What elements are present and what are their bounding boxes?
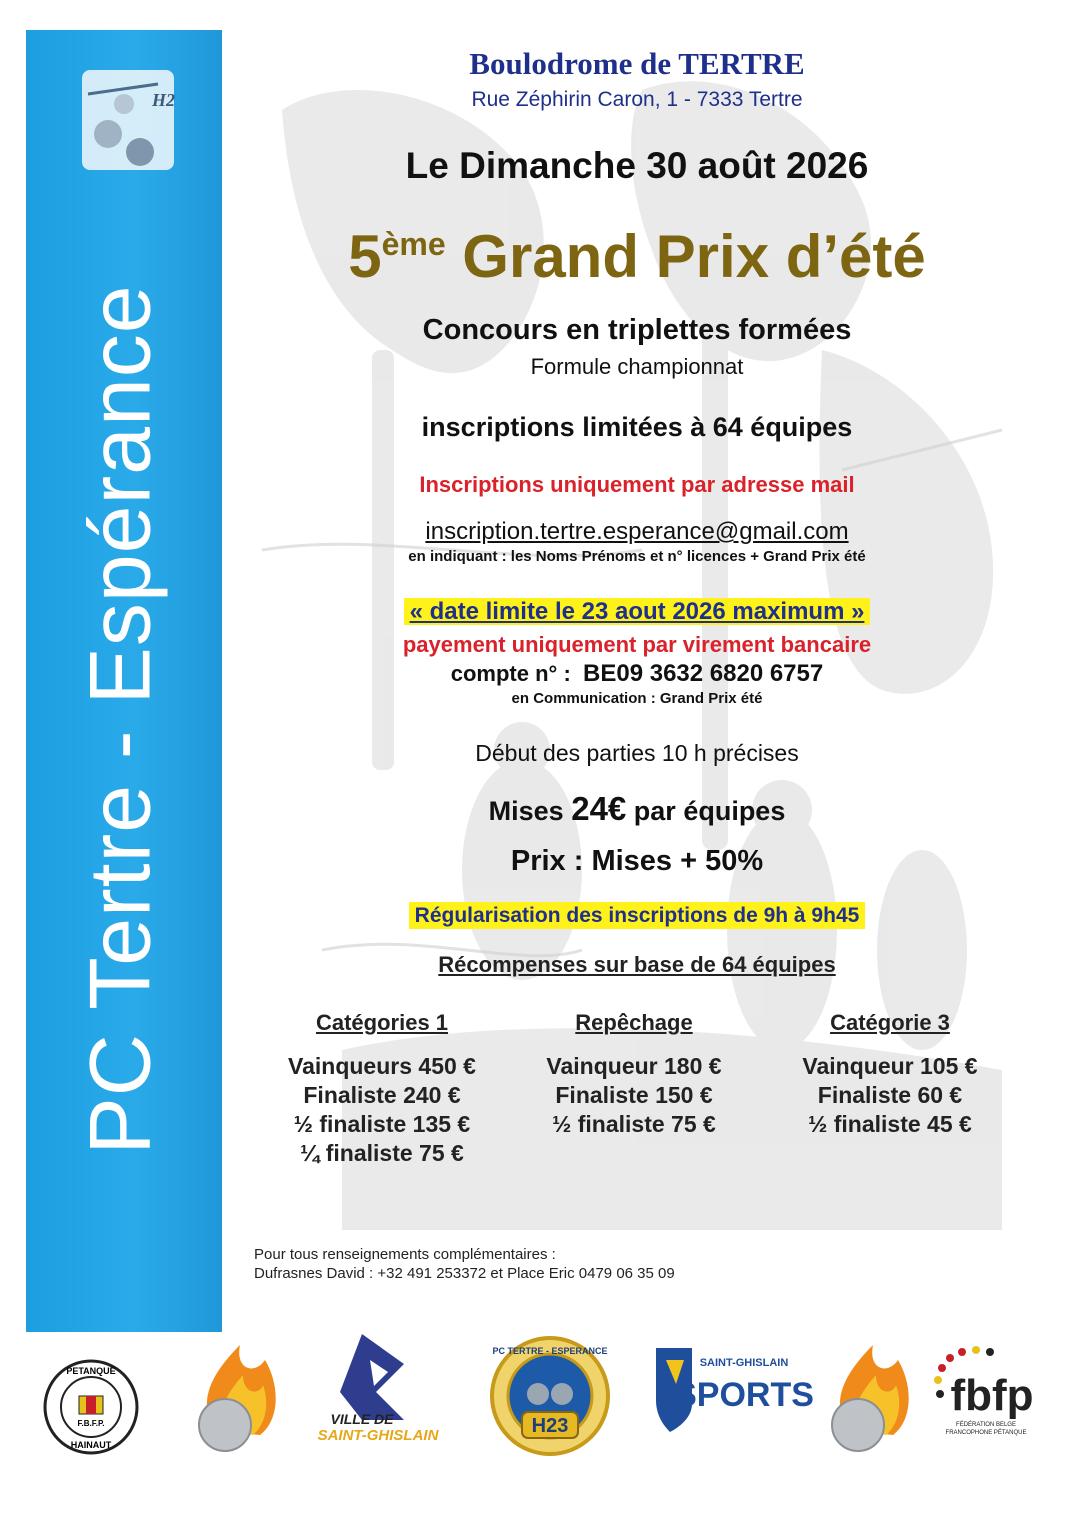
account-label: compte n° : xyxy=(450,661,571,686)
prize-line: ½ finaliste 45 € xyxy=(808,1111,972,1137)
start-time: Début des parties 10 h précises xyxy=(475,740,799,766)
club-ring-text: PC TERTRE - ESPERANCE xyxy=(492,1346,608,1356)
event-title xyxy=(222,222,1052,291)
seal-mid-text: F.B.F.P. xyxy=(77,1419,105,1428)
prize-line: Vainqueurs 450 € xyxy=(288,1053,476,1079)
venue-address: Rue Zéphirin Caron, 1 - 7333 Tertre xyxy=(471,88,803,111)
rewards-basis: Récompenses sur base de 64 équipes xyxy=(438,952,836,977)
ville-line2: SAINT-GHISLAIN xyxy=(317,1427,439,1444)
prize-column-categorie1 xyxy=(252,1010,512,1168)
prize-line: Finaliste 60 € xyxy=(817,1082,963,1108)
prize-line: Finaliste 150 € xyxy=(555,1082,713,1108)
club-badge-text: H23 xyxy=(531,1415,569,1437)
club-name: PC Tertre - Espérance xyxy=(72,284,169,1155)
fbfp-acronym: fbfp xyxy=(950,1371,1034,1420)
bank-account xyxy=(222,660,1052,688)
fbfp-logo xyxy=(928,1340,1052,1440)
stake-suffix: par équipes xyxy=(633,796,786,826)
ville-saint-ghislain-logo xyxy=(312,1332,452,1444)
flaming-ball-icon xyxy=(818,1340,918,1460)
prize-line: ½ finaliste 75 € xyxy=(552,1111,716,1137)
ville-line1: VILLE DE xyxy=(330,1411,394,1427)
stake-amount: 24€ xyxy=(571,790,627,827)
email-instructions: en indiquant : les Noms Prénoms et n° licences + Grand Prix été xyxy=(408,548,866,565)
prize-formula: Prix : Mises + 50% xyxy=(510,845,764,877)
hainaut-petanque-logo xyxy=(42,1358,140,1456)
fbfp-line1: FÉDÉRATION BELGE xyxy=(956,1422,1016,1428)
account-number: BE09 3632 6820 6757 xyxy=(583,660,824,687)
prize-column-title: Catégorie 3 xyxy=(830,1010,950,1035)
competition-formula: Formule championnat xyxy=(530,354,744,379)
sports-line1: SAINT-GHISLAIN xyxy=(699,1357,789,1369)
prize-line: Vainqueur 105 € xyxy=(802,1053,978,1079)
edition-suffix: ème xyxy=(381,226,446,262)
flyer-content xyxy=(222,0,1052,1320)
edition-number: 5 xyxy=(348,223,382,290)
competition-format: Concours en triplettes formées xyxy=(422,314,852,346)
fbfp-line2: FRANCOPHONE PÉTANQUE xyxy=(945,1430,1027,1436)
regularisation-text: Régularisation des inscriptions de 9h à 9h45 xyxy=(409,902,866,929)
event-title-text: Grand Prix d’été xyxy=(462,223,926,290)
deadline-text: « date limite le 23 aout 2026 maximum » xyxy=(404,598,871,625)
deadline xyxy=(222,598,1052,626)
contact-line: Dufrasnes David : +32 491 253372 et Place Eric 0479 06 35 09 xyxy=(254,1265,675,1282)
registration-email-link[interactable]: inscription.tertre.esperance@gmail.com xyxy=(425,518,849,545)
sponsor-logos xyxy=(0,1330,1080,1517)
prize-line: ½ finaliste 135 € xyxy=(293,1111,471,1137)
event-date: Le Dimanche 30 août 2026 xyxy=(405,145,869,186)
contact-info xyxy=(254,1245,675,1283)
prize-column-repechage xyxy=(504,1010,764,1139)
club-badge-logo xyxy=(488,1334,612,1458)
prize-column-title: Repêchage xyxy=(575,1010,693,1035)
prize-line: Finaliste 240 € xyxy=(303,1082,461,1108)
prize-column-categorie3 xyxy=(760,1010,1020,1139)
sidebar xyxy=(26,30,222,1332)
seal-bottom-text: HAINAUT xyxy=(70,1440,112,1450)
payment-communication: en Communication : Grand Prix été xyxy=(511,690,763,707)
prize-line: ¼ finaliste 75 € xyxy=(300,1140,464,1166)
stake-prefix: Mises xyxy=(488,796,564,826)
prize-column-title: Catégories 1 xyxy=(315,1010,449,1035)
regularisation xyxy=(222,904,1052,928)
contact-line: Pour tous renseignements complémentaires : xyxy=(254,1246,556,1263)
prize-line: Vainqueur 180 € xyxy=(546,1053,722,1079)
seal-top-text: PETANQUE xyxy=(66,1366,116,1376)
team-limit: inscriptions limitées à 64 équipes xyxy=(421,412,853,442)
logo-text: H2 xyxy=(152,90,176,110)
venue-name: Boulodrome de TERTRE xyxy=(469,46,805,81)
payment-method: payement uniquement par virement bancaire xyxy=(402,632,872,657)
registration-note: Inscriptions uniquement par adresse mail xyxy=(419,472,855,497)
sports-line2: SPORTS xyxy=(674,1376,814,1414)
stake xyxy=(222,790,1052,828)
saint-ghislain-sports-logo xyxy=(648,1344,814,1434)
flaming-ball-icon xyxy=(185,1340,285,1460)
